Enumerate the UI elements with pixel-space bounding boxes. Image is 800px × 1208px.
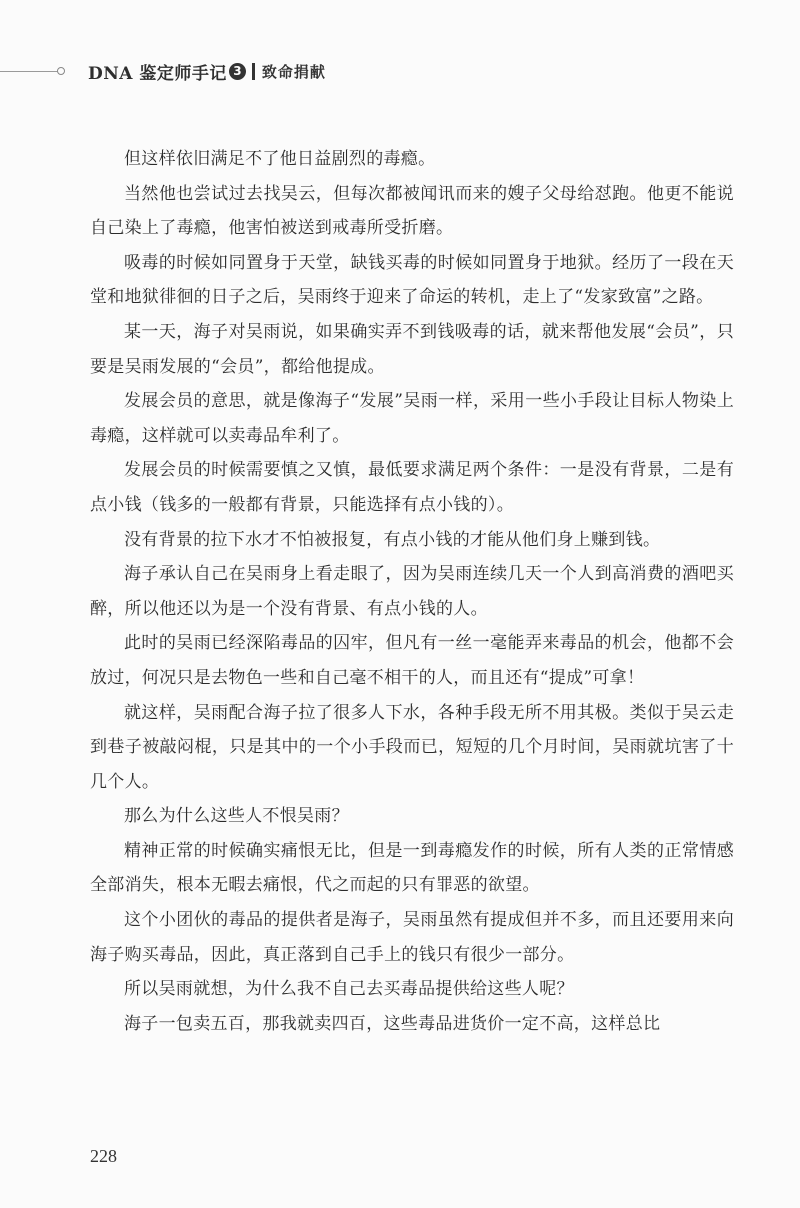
paragraph: 精神正常的时候确实痛恨无比，但是一到毒瘾发作的时候，所有人类的正常情感全部消失，根本无暇去痛恨，代之而起的只有罪恶的欲望。 bbox=[90, 840, 734, 896]
running-header bbox=[88, 58, 326, 84]
header-separator bbox=[252, 63, 255, 80]
paragraph: 此时的吴雨已经深陷毒品的囚牢，但凡有一丝一毫能弄来毒品的机会，他都不会放过，何况只是去物色一些和自己毫不相干的人，而且还有“提成”可拿！ bbox=[90, 633, 734, 688]
paragraph: 所以吴雨就想，为什么我不自己去买毒品提供给这些人呢？ bbox=[124, 979, 574, 1000]
paragraph: 海子承认自己在吴雨身上看走眼了，因为吴雨连续几天一个人到高消费的酒吧买醉，所以他还以为是一个没有背景、有点小钱的人。 bbox=[90, 564, 734, 619]
paragraph: 当然他也尝试过去找吴云，但每次都被闻讯而来的嫂子父母给怼跑。他更不能说自己染上了毒瘾，他害怕被送到戒毒所受折磨。 bbox=[90, 183, 734, 239]
paragraph: 某一天，海子对吴雨说，如果确实弄不到钱吸毒的话，就来帮他发展“会员”，只要是吴雨发展的“会员”，都给他提成。 bbox=[90, 321, 734, 377]
paragraph: 那么为什么这些人不恨吴雨？ bbox=[124, 806, 349, 827]
header-ring-ornament bbox=[57, 67, 65, 75]
page-body-text bbox=[90, 142, 734, 1041]
paragraph: 但这样依旧满足不了他日益剧烈的毒瘾。 bbox=[124, 149, 436, 169]
paragraph: 发展会员的意思，就是像海子“发展”吴雨一样，采用一些小手段让目标人物染上毒瘾，这样就可以卖毒品牟利了。 bbox=[90, 391, 734, 446]
book-subtitle: 致命捐献 bbox=[261, 62, 326, 81]
book-title: DNA 鉴定师手记 bbox=[88, 63, 227, 84]
volume-number-badge: 3 bbox=[229, 63, 246, 80]
paragraph: 没有背景的拉下水才不怕被报复，有点小钱的才能从他们身上赚到钱。 bbox=[124, 529, 661, 550]
header-rule-line bbox=[0, 71, 58, 72]
paragraph: 吸毒的时候如同置身于天堂，缺钱买毒的时候如同置身于地狱。经历了一段在天堂和地狱徘徊的日子之后，吴雨终于迎来了命运的转机，走上了“发家致富”之路。 bbox=[90, 252, 734, 308]
paragraph: 海子一包卖五百，那我就卖四百，这些毒品进货价一定不高，这样总比 bbox=[124, 1013, 661, 1034]
paragraph: 发展会员的时候需要慎之又慎，最低要求满足两个条件：一是没有背景，二是有点小钱（钱多的一般都有背景，只能选择有点小钱的）。 bbox=[90, 460, 734, 515]
paragraph: 就这样，吴雨配合海子拉了很多人下水，各种手段无所不用其极。类似于吴云走到巷子被敲闷棍，只是其中的一个小手段而已，短短的几个月时间，吴雨就坑害了十几个人。 bbox=[90, 702, 734, 792]
paragraph: 这个小团伙的毒品的提供者是海子，吴雨虽然有提成但并不多，而且还要用来向海子购买毒品，因此，真正落到自己手上的钱只有很少一部分。 bbox=[90, 910, 734, 965]
page-number: 228 bbox=[90, 1146, 117, 1166]
